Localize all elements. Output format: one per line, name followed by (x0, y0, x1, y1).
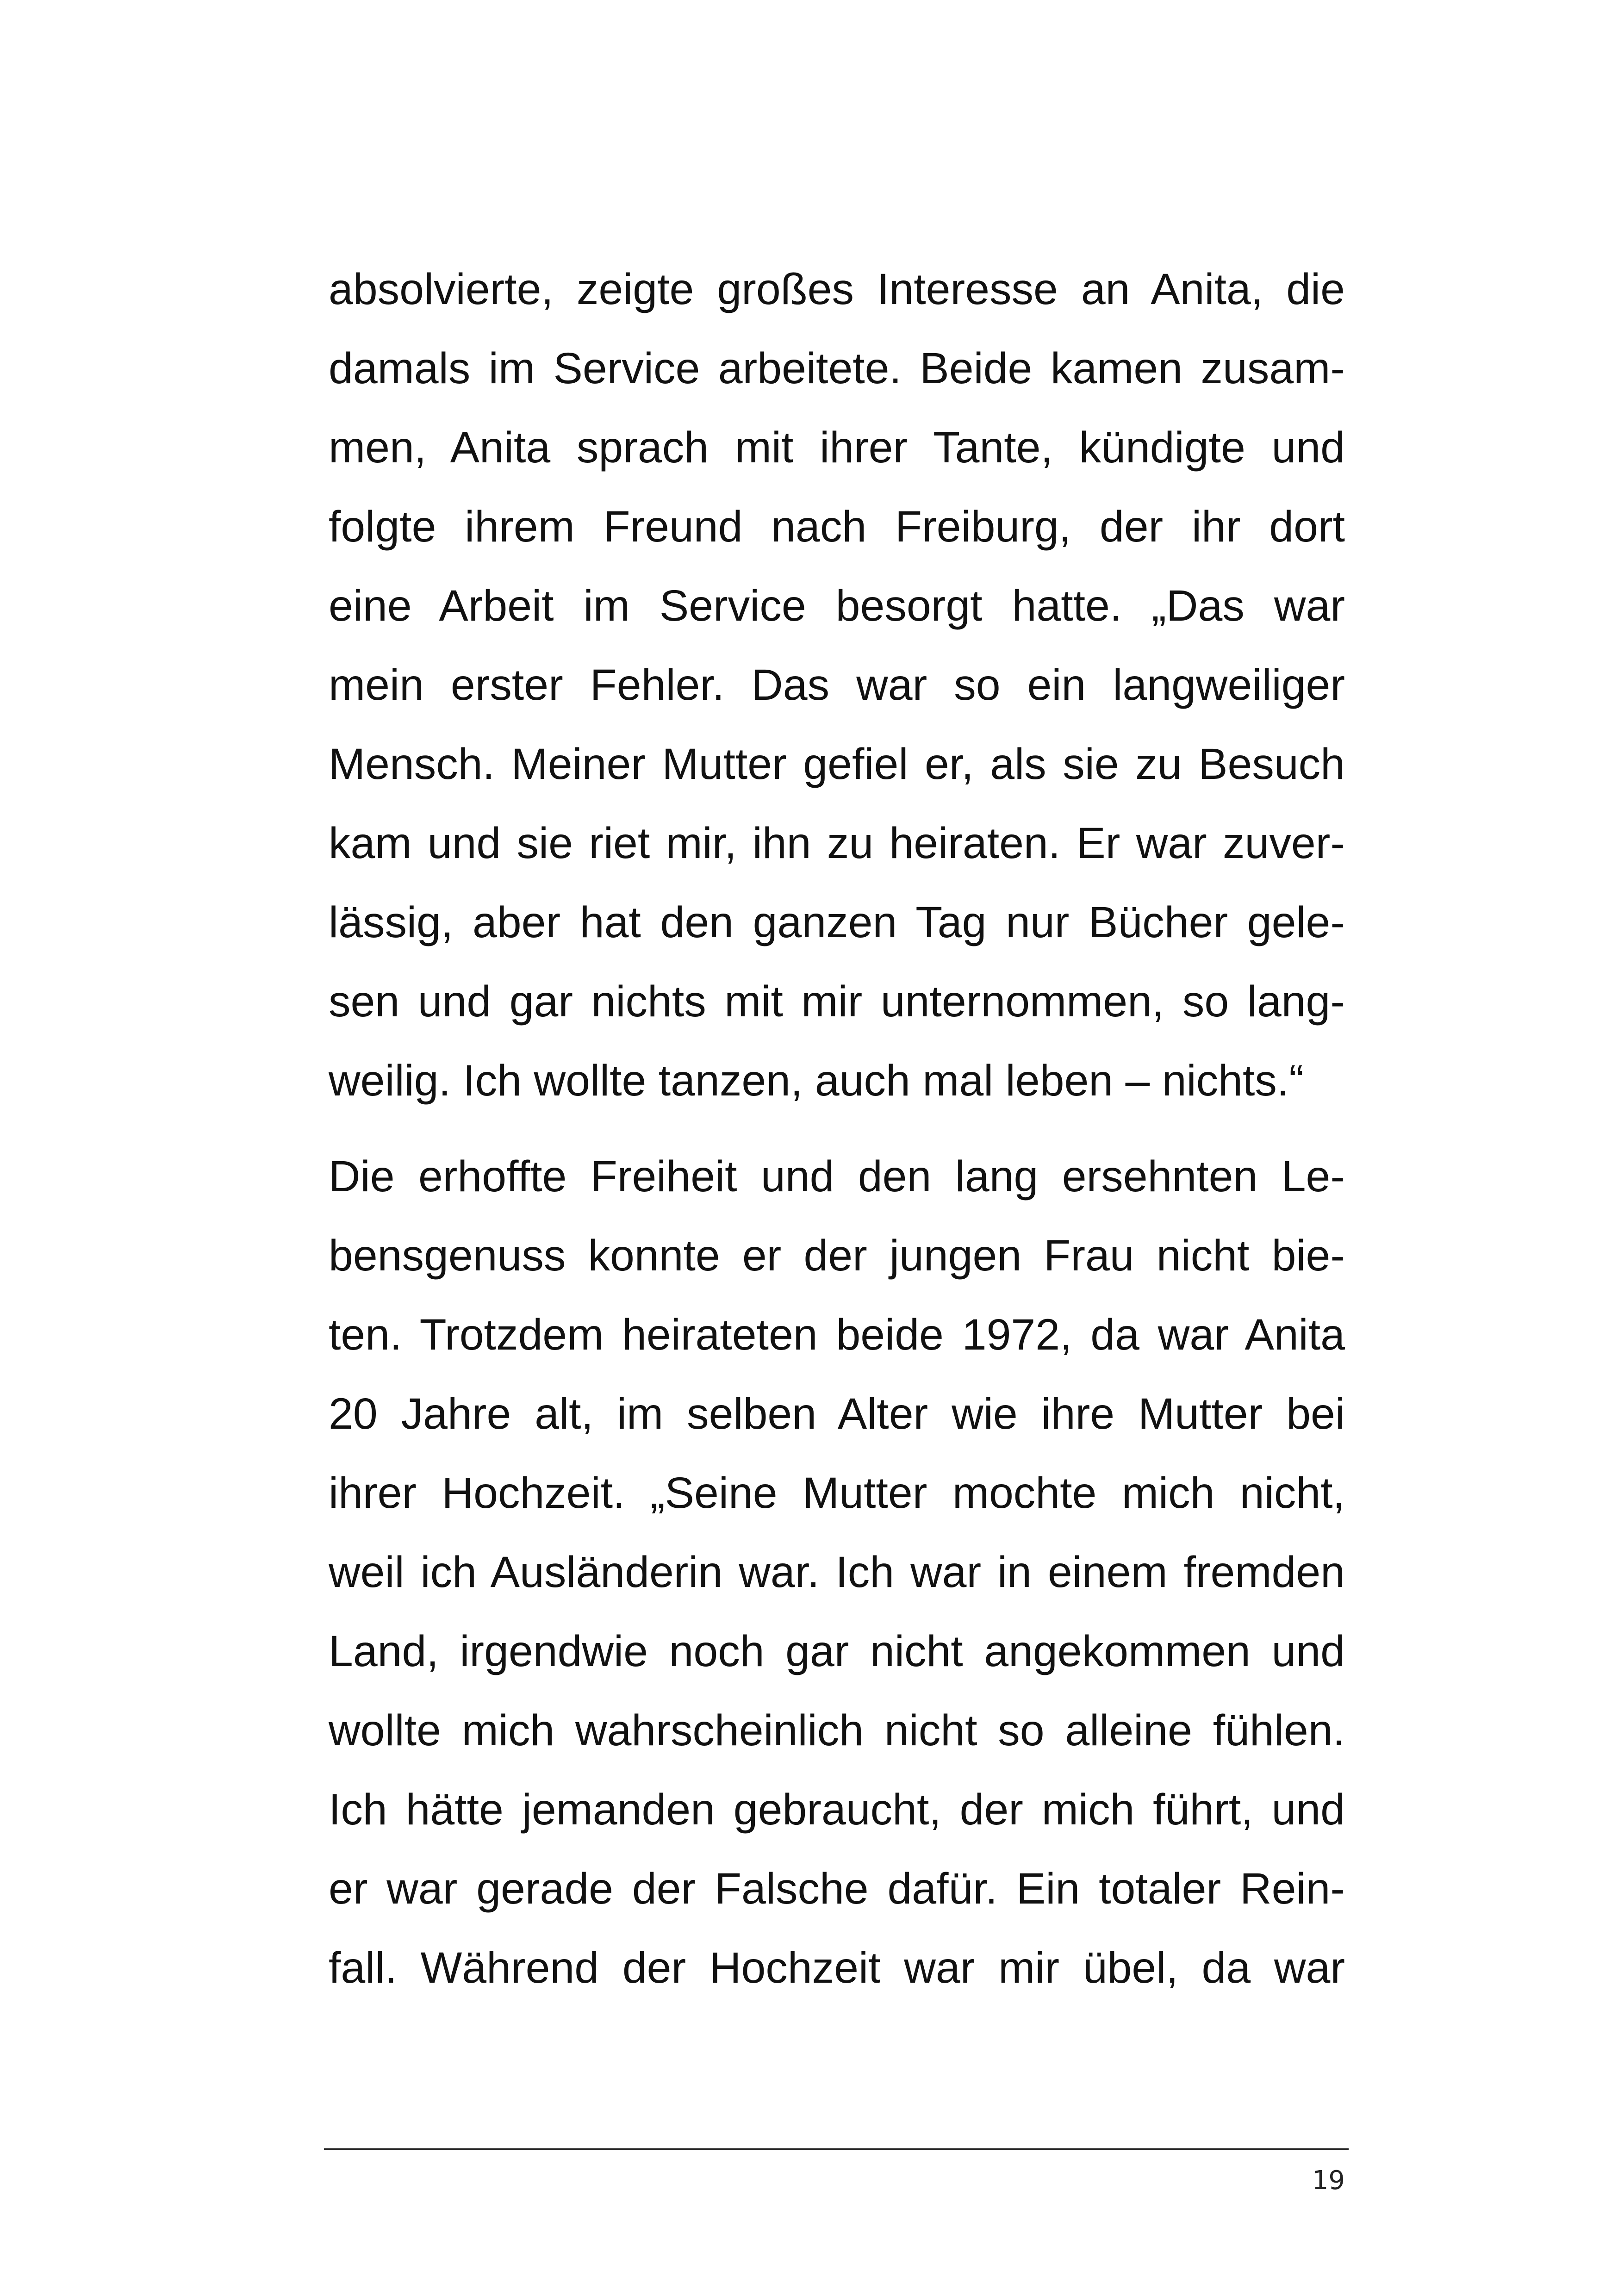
text-line: Land, irgendwie noch gar nicht angekommen und (329, 1627, 1345, 1676)
text-line: men, Anita sprach mit ihrer Tante, kündigte und (329, 423, 1345, 472)
text-line: mein erster Fehler. Das war so ein langweiliger (329, 660, 1345, 709)
text-line: Die erhoffte Freiheit und den lang ersehnten Le- (329, 1152, 1345, 1201)
body-text (329, 250, 1345, 2008)
text-line: sen und gar nichts mit mir unternommen, so lang- (329, 977, 1345, 1026)
text-line: 20 Jahre alt, im selben Alter wie ihre Mutter bei (329, 1389, 1345, 1438)
text-line: kam und sie riet mir, ihn zu heiraten. Er war zuver- (329, 819, 1345, 868)
page-number: 19 (1312, 2165, 1345, 2196)
text-line: ten. Trotzdem heirateten beide 1972, da war Anita (329, 1310, 1345, 1359)
text-line: Mensch. Meiner Mutter gefiel er, als sie zu Besuch (329, 740, 1345, 789)
text-line: fall. Während der Hochzeit war mir übel, da war (329, 1943, 1345, 1992)
paragraph-1 (329, 250, 1345, 1120)
text-line: weil ich Ausländerin war. Ich war in einem fremden (329, 1548, 1345, 1597)
text-line: wollte mich wahrscheinlich nicht so alleine fühlen. (329, 1706, 1345, 1755)
text-line: folgte ihrem Freund nach Freiburg, der ihr dort (329, 502, 1345, 551)
text-line: damals im Service arbeitete. Beide kamen zusam- (329, 344, 1345, 393)
paragraph-2 (329, 1137, 1345, 2008)
text-line: bensgenuss konnte er der jungen Frau nicht bie- (329, 1231, 1345, 1280)
text-line: er war gerade der Falsche dafür. Ein totaler Rein- (329, 1864, 1345, 1913)
text-line: Ich hätte jemanden gebraucht, der mich führt, und (329, 1785, 1345, 1834)
text-line: ihrer Hochzeit. „Seine Mutter mochte mich nicht, (329, 1468, 1345, 1518)
footer-divider (324, 2148, 1349, 2150)
text-line: lässig, aber hat den ganzen Tag nur Bücher gele- (329, 898, 1345, 947)
text-line: eine Arbeit im Service besorgt hatte. „Das war (329, 581, 1345, 630)
paragraph-spacer (329, 1120, 1345, 1137)
text-line: absolvierte, zeigte großes Interesse an Anita, die (329, 265, 1345, 314)
text-line: weilig. Ich wollte tanzen, auch mal leben – nichts.“ (329, 1056, 1304, 1105)
